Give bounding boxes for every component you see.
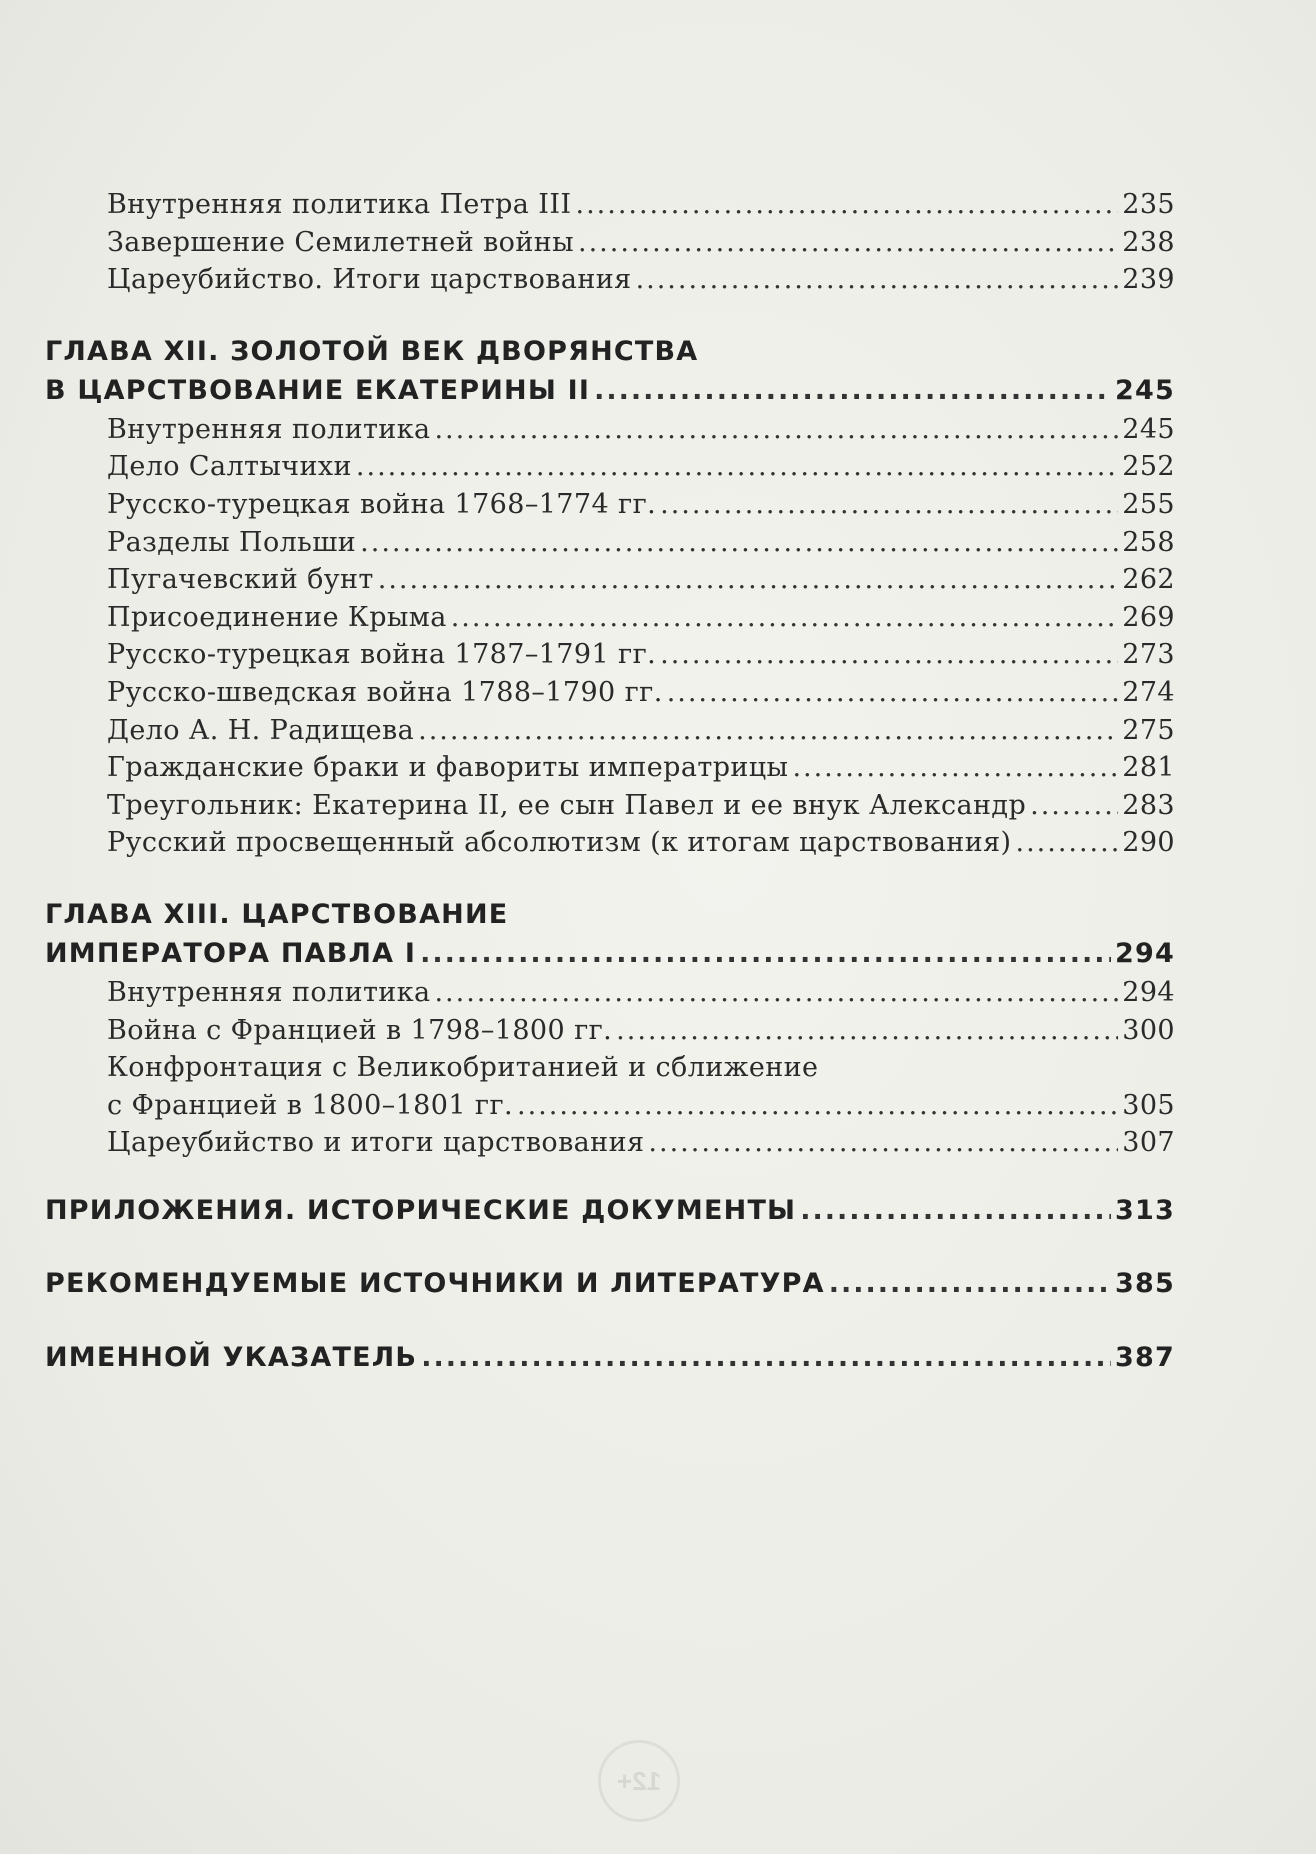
toc-entry-title: Внутренняя политика [107,976,431,1008]
toc-entry-page: 239 [1122,264,1175,296]
toc-entry [45,224,1175,262]
toc-entry-title: Внутренняя политика [107,413,431,445]
sources-page: 385 [1115,1268,1175,1300]
toc-entry-page: 275 [1122,714,1175,746]
dot-leader [517,1087,1118,1125]
toc-entry-title: Русский просвещенный абсолютизм (к итогам царствования) [107,827,1012,859]
toc-entry [45,749,1175,787]
table-of-contents [45,186,1175,1377]
toc-entry-page: 283 [1122,789,1175,821]
toc-entry-page: 238 [1122,226,1175,258]
toc-entry-title: Присоединение Крыма [107,601,447,633]
dot-leader [434,974,1118,1012]
dot-leader [451,599,1119,637]
chapter-heading-line1: ГЛАВА XII. ЗОЛОТОЙ ВЕК ДВОРЯНСТВА [45,335,699,367]
toc-entry-page: 300 [1122,1014,1175,1046]
toc-entry-page: 245 [1122,413,1175,445]
toc-entry [45,599,1175,637]
chapter-heading-line1: ГЛАВА XIII. ЦАРСТВОВАНИЕ [45,898,509,930]
toc-entry-page: 305 [1122,1089,1175,1121]
appendices-title: ПРИЛОЖЕНИЯ. ИСТОРИЧЕСКИЕ ДОКУМЕНТЫ [45,1194,797,1226]
toc-entry-page: 258 [1122,526,1175,558]
toc-entry [45,186,1175,224]
toc-entry-title: Русско-турецкая война 1787–1791 гг. [107,639,657,671]
toc-entry [45,787,1175,825]
dot-leader [360,524,1118,562]
toc-entry [45,636,1175,674]
chapter-heading-line2: В ЦАРСТВОВАНИЕ ЕКАТЕРИНЫ II [45,374,591,406]
toc-entry-page: 235 [1122,189,1175,220]
appendices-entry [45,1192,1175,1230]
dot-leader [800,1192,1111,1230]
toc-entry-title: Цареубийство и итоги царствования [107,1127,645,1159]
toc-entry-page: 274 [1122,676,1175,708]
toc-entry [45,974,1175,1012]
toc-entry-title: Внутренняя политика Петра III [107,189,572,220]
toc-entry-title: Завершение Семилетней войны [107,226,575,258]
chapter-heading-entry [45,371,1175,411]
toc-entry-title: Пугачевский бунт [107,564,374,596]
toc-entry-title: Разделы Польши [107,526,357,558]
toc-entry-title: Русско-шведская война 1788–1790 гг. [107,676,663,708]
dot-leader [667,674,1119,712]
toc-entry-title: Дело А. Н. Радищева [107,714,415,746]
toc-entry [45,411,1175,449]
toc-entry-title: Война с Францией в 1798–1800 гг. [107,1014,613,1046]
dot-leader [575,186,1118,224]
chapter-page: 245 [1115,374,1175,406]
dot-leader [418,712,1118,750]
dot-leader [636,261,1119,299]
toc-entry [45,712,1175,750]
sources-title: РЕКОМЕНДУЕМЫЕ ИСТОЧНИКИ И ЛИТЕРАТУРА [45,1268,825,1300]
toc-entry-page: 294 [1122,976,1175,1008]
dot-leader [1015,824,1118,862]
dot-leader [616,1012,1118,1050]
toc-entry [45,486,1175,524]
toc-entry-page: 262 [1122,564,1175,596]
toc-entry [45,524,1175,562]
toc-entry [45,1124,1175,1162]
toc-entry [45,824,1175,862]
dot-leader [660,486,1118,524]
dot-leader [660,636,1118,674]
dot-leader [829,1265,1111,1303]
index-page: 387 [1115,1342,1175,1374]
toc-entry-title: Русско-турецкая война 1768–1774 гг. [107,488,657,520]
toc-entry-page: 290 [1122,827,1175,859]
chapter-page: 294 [1115,937,1175,969]
dot-leader [378,561,1119,599]
toc-entry-title: Дело Салтычихи [107,451,352,483]
toc-entry [45,561,1175,599]
dot-leader [594,371,1111,411]
toc-entry-page: 252 [1122,451,1175,483]
chapter-heading-line2: ИМПЕРАТОРА ПАВЛА I [45,937,417,969]
chapter-13 [45,896,1175,974]
dot-leader [434,411,1118,449]
toc-entry-title: Треугольник: Екатерина II, ее сын Павел и ее внук Александр [107,789,1027,821]
dot-leader [420,934,1111,974]
toc-entry [45,1012,1175,1050]
dot-leader [648,1124,1118,1162]
index-title: ИМЕННОЙ УКАЗАТЕЛЬ [45,1342,418,1374]
toc-entry-title: Цареубийство. Итоги царствования [107,264,632,296]
toc-entry-title-line1: Конфронтация с Великобританией и сближение [107,1052,819,1084]
dot-leader [1030,787,1118,825]
appendices-page: 313 [1115,1194,1175,1226]
toc-entry-page: 307 [1122,1127,1175,1159]
toc-entry-page: 281 [1122,752,1175,784]
dot-leader [578,224,1118,262]
age-rating-stamp-show-through: 12+ [598,1740,680,1822]
toc-entry-title-line2: с Францией в 1800–1801 гг. [107,1089,513,1121]
toc-entry-title: Гражданские браки и фавориты императрицы [107,752,789,784]
chapter-heading-entry [45,934,1175,974]
dot-leader [792,749,1118,787]
index-entry [45,1339,1175,1377]
toc-entry [45,674,1175,712]
toc-entry [45,1087,1175,1125]
sources-entry [45,1265,1175,1303]
chapter-12 [45,333,1175,411]
toc-entry [45,261,1175,299]
toc-entry-page: 255 [1122,488,1175,520]
dot-leader [356,448,1118,486]
toc-entry [45,448,1175,486]
dot-leader [421,1339,1111,1377]
toc-entry-page: 269 [1122,601,1175,633]
toc-entry-page: 273 [1122,639,1175,671]
